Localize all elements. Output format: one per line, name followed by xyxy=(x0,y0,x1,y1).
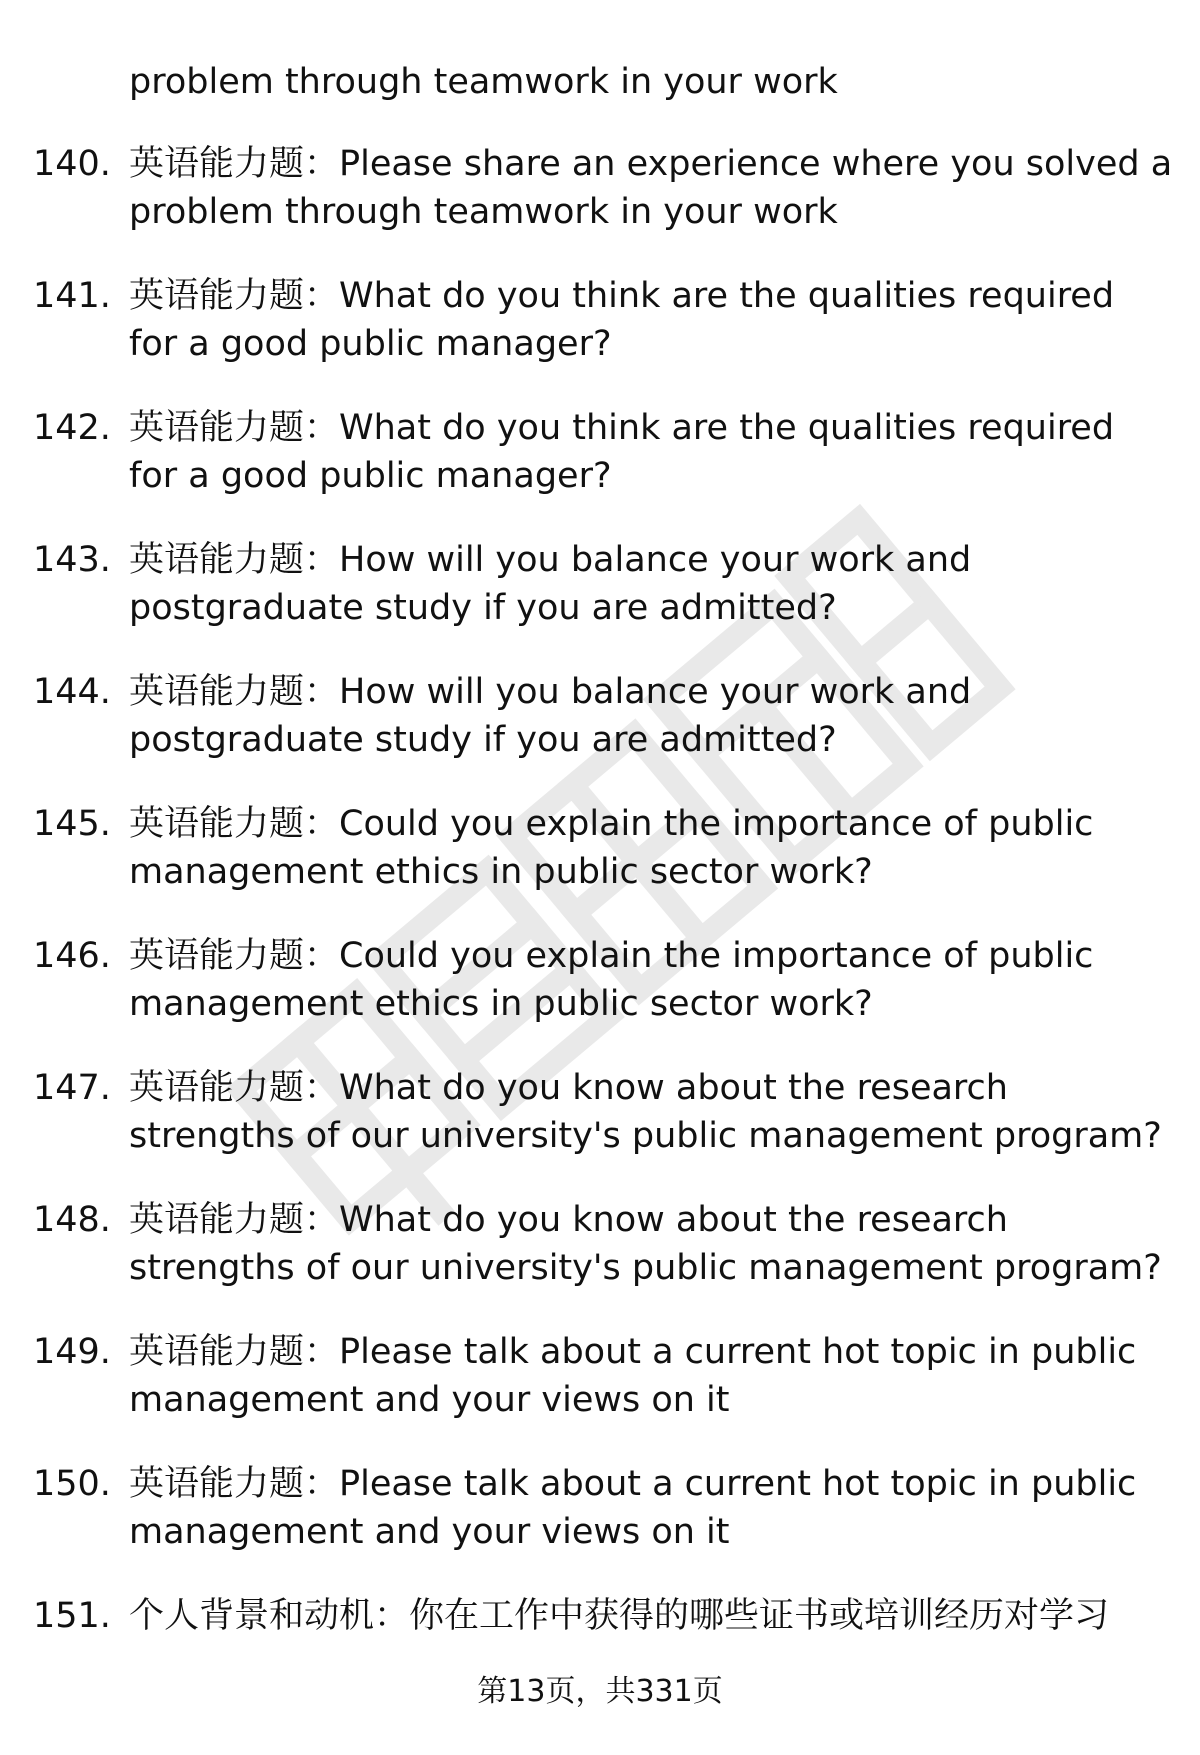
question-number: 146. xyxy=(33,936,111,976)
question-text xyxy=(129,1328,1169,1424)
question-text xyxy=(129,668,1169,764)
question-text xyxy=(129,1460,1169,1556)
question-text-line: management ethics in public sector work? xyxy=(129,852,873,892)
question-item xyxy=(0,668,1200,800)
question-text-line: 英语能力题：Please share an experience where you solved a xyxy=(129,144,1173,184)
question-text-line: management ethics in public sector work? xyxy=(129,984,873,1024)
question-number: 147. xyxy=(33,1068,111,1108)
question-item xyxy=(0,404,1200,536)
question-number: 144. xyxy=(33,672,111,712)
question-text-line: 英语能力题：Please talk about a current hot topic in public xyxy=(129,1464,1137,1504)
question-item xyxy=(0,1196,1200,1328)
question-text-line: 个人背景和动机：你在工作中获得的哪些证书或培训经历对学习 xyxy=(129,1596,1110,1636)
question-number: 141. xyxy=(33,276,111,316)
question-text-line: 英语能力题：What do you think are the qualities required xyxy=(129,276,1115,316)
question-text-line: 英语能力题：Please talk about a current hot topic in public xyxy=(129,1332,1137,1372)
question-text-line: strengths of our university's public management program? xyxy=(129,1248,1162,1288)
question-text-line: 英语能力题：Could you explain the importance of public xyxy=(129,804,1094,844)
question-text xyxy=(129,1064,1169,1160)
question-text-line: management and your views on it xyxy=(129,1512,730,1552)
question-text xyxy=(129,1592,1169,1640)
question-text xyxy=(129,272,1169,368)
question-number: 150. xyxy=(33,1464,111,1504)
question-text xyxy=(129,404,1169,500)
question-text-line: 英语能力题：What do you think are the qualities required xyxy=(129,408,1115,448)
question-number: 149. xyxy=(33,1332,111,1372)
question-list xyxy=(0,140,1200,1724)
question-item xyxy=(0,800,1200,932)
question-text-line: 英语能力题：How will you balance your work and xyxy=(129,540,972,580)
question-text-line: postgraduate study if you are admitted? xyxy=(129,720,837,760)
question-number: 145. xyxy=(33,804,111,844)
question-item xyxy=(0,1328,1200,1460)
continued-question-text: problem through teamwork in your work xyxy=(129,62,838,102)
question-text xyxy=(129,800,1169,896)
question-text xyxy=(129,536,1169,632)
question-text-line: for a good public manager? xyxy=(129,324,612,364)
question-text-line: 英语能力题：Could you explain the importance of public xyxy=(129,936,1094,976)
question-number: 143. xyxy=(33,540,111,580)
question-item xyxy=(0,272,1200,404)
question-number: 142. xyxy=(33,408,111,448)
question-item xyxy=(0,536,1200,668)
page-footer: 第13页，共331页 xyxy=(477,1674,723,1709)
question-text-line: 英语能力题：What do you know about the research xyxy=(129,1200,1008,1240)
question-text xyxy=(129,140,1173,236)
question-text-line: postgraduate study if you are admitted? xyxy=(129,588,837,628)
question-text-line: problem through teamwork in your work xyxy=(129,192,838,232)
question-number: 140. xyxy=(33,144,111,184)
question-text-line: for a good public manager? xyxy=(129,456,612,496)
question-number: 148. xyxy=(33,1200,111,1240)
question-text-line: 英语能力题：What do you know about the research xyxy=(129,1068,1008,1108)
question-item xyxy=(0,140,1200,272)
question-text xyxy=(129,932,1169,1028)
question-text xyxy=(129,1196,1169,1292)
question-item xyxy=(0,932,1200,1064)
question-number: 151. xyxy=(33,1596,111,1636)
question-text-line: strengths of our university's public management program? xyxy=(129,1116,1162,1156)
question-item xyxy=(0,1460,1200,1592)
question-text-line: management and your views on it xyxy=(129,1380,730,1420)
question-item xyxy=(0,1064,1200,1196)
question-text-line: 英语能力题：How will you balance your work and xyxy=(129,672,972,712)
